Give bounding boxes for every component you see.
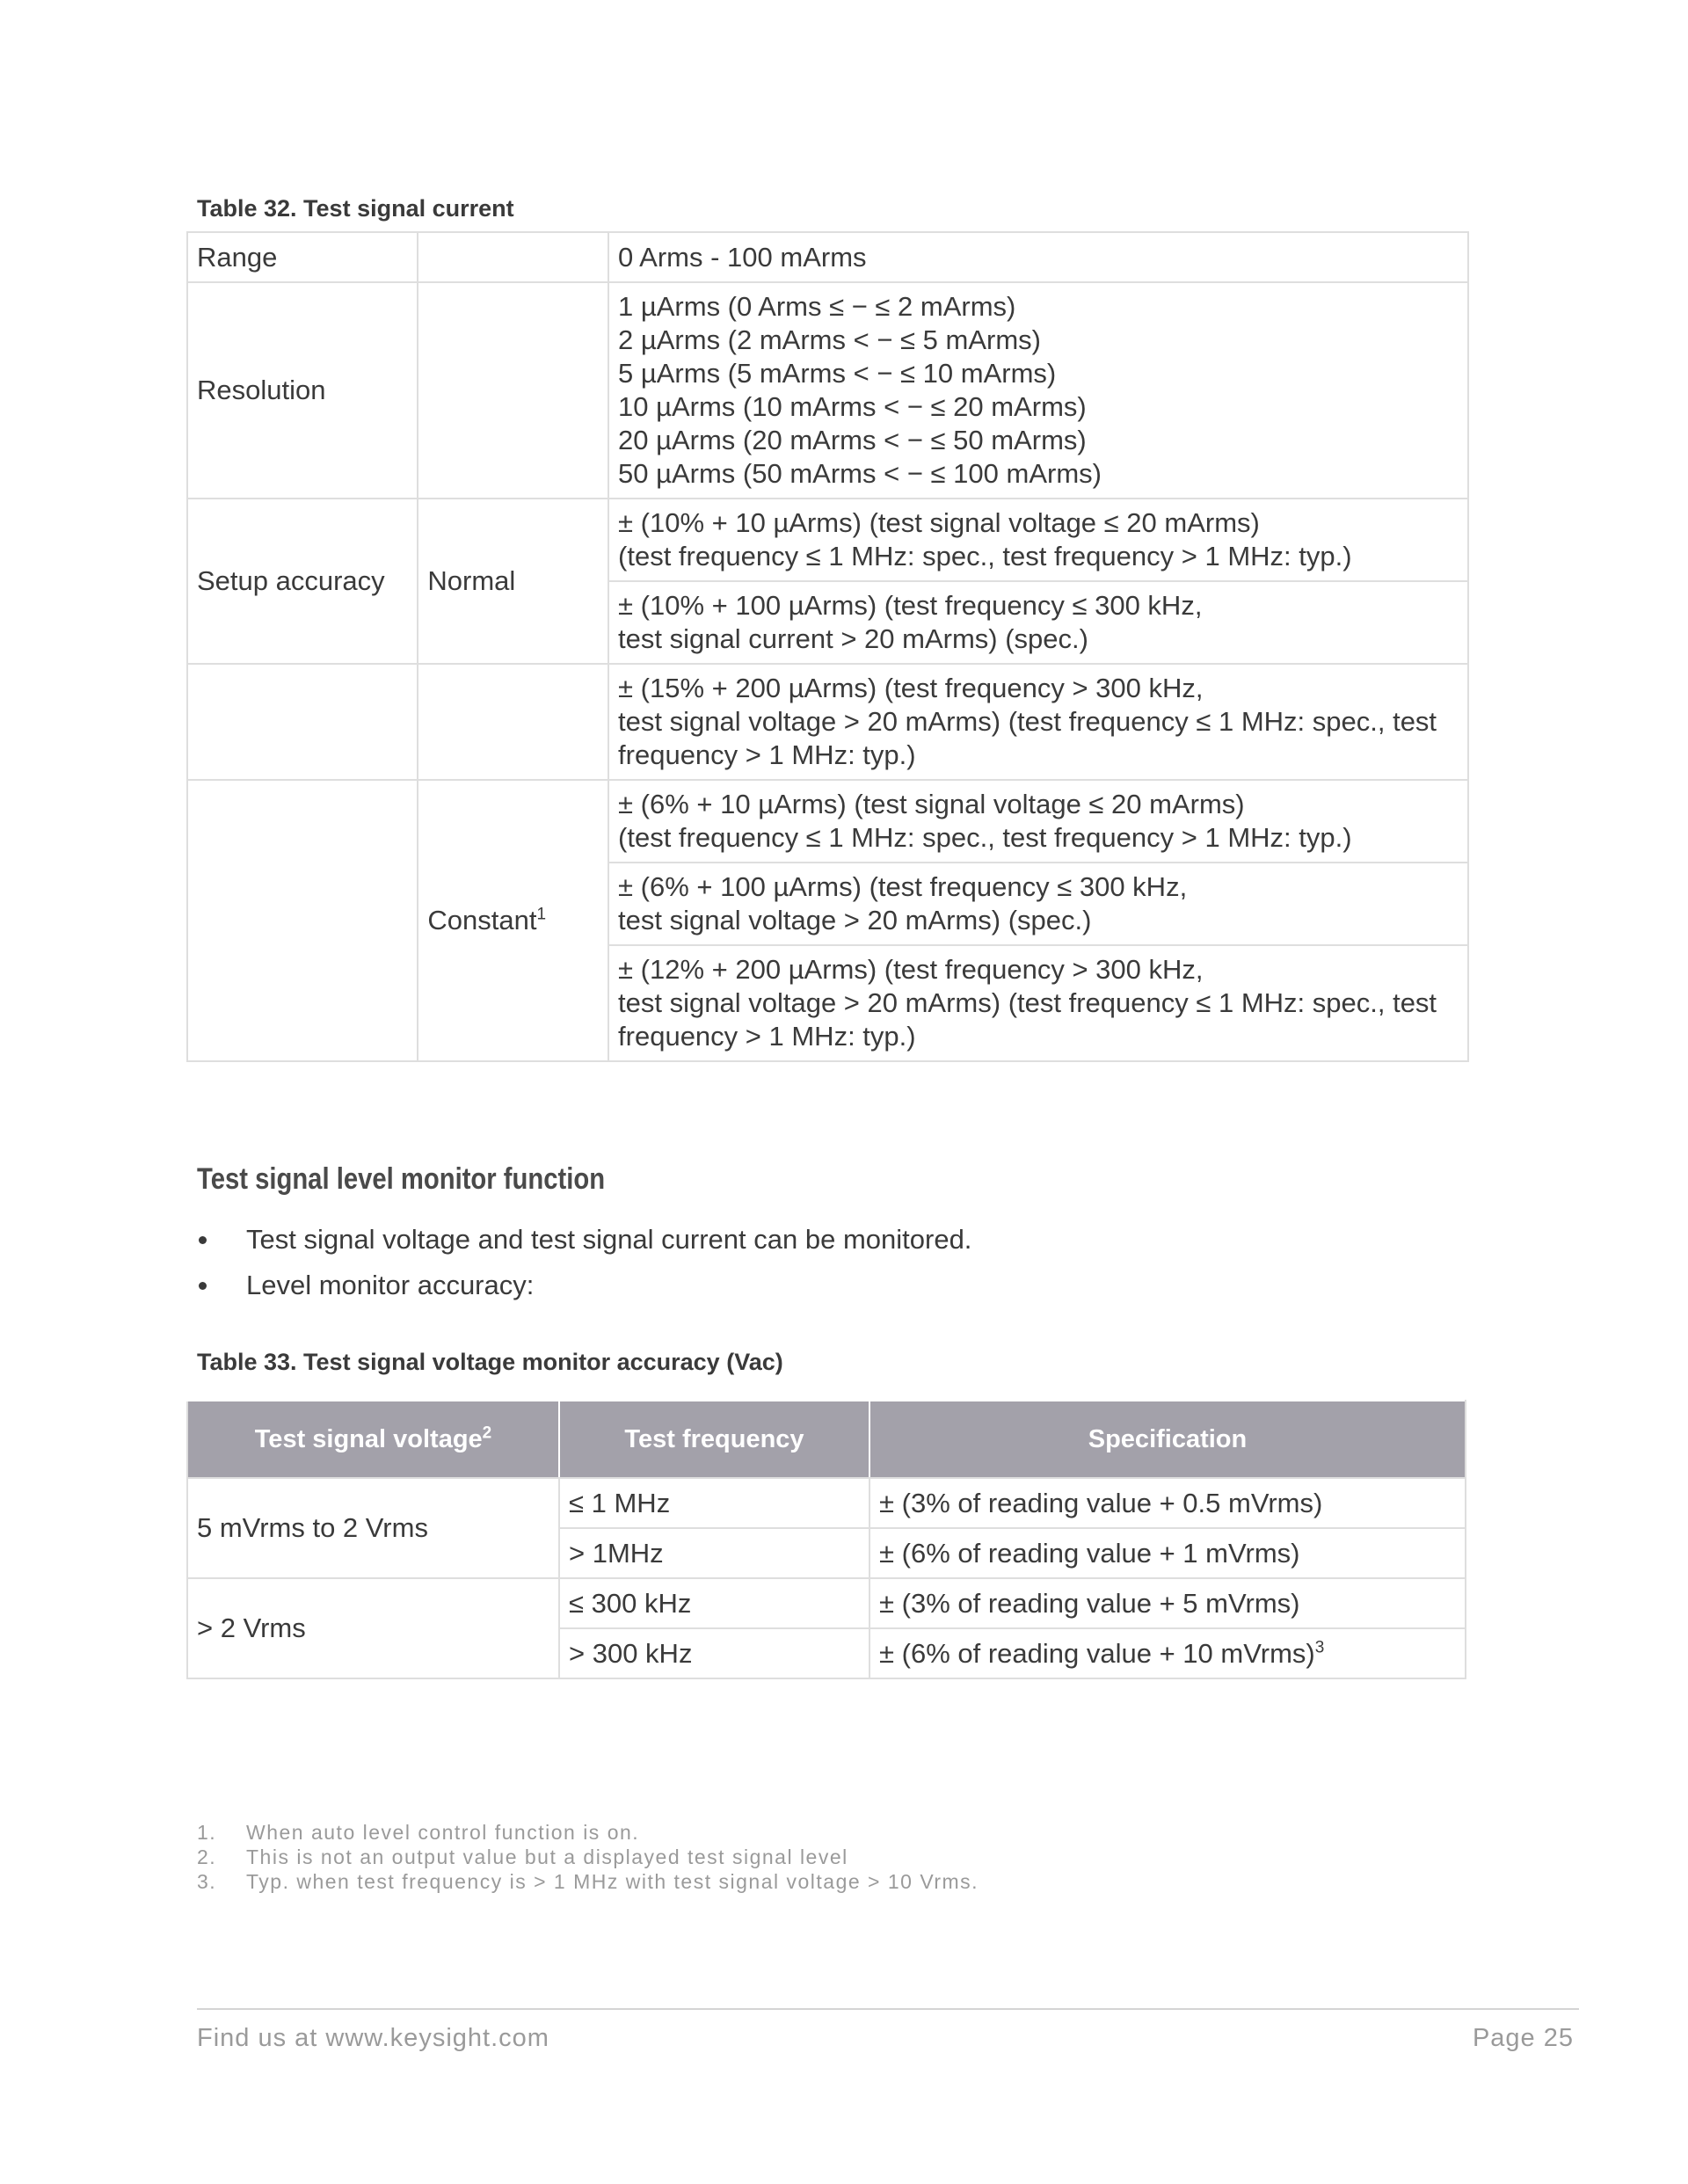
footnote-ref: 1 [536, 905, 547, 924]
footnote [197, 1820, 979, 1845]
table-row [187, 232, 1468, 282]
footnote [197, 1869, 979, 1894]
list-item-text: Level monitor accuracy: [246, 1270, 535, 1300]
normal-accuracy-3 [608, 664, 1468, 780]
accuracy-line: ± (10% + 10 µArms) (test signal voltage ≤ 20 mArms) [618, 507, 1260, 538]
accuracy-line: ± (12% + 200 µArms) (test frequency > 300 kHz, [618, 954, 1204, 985]
column-header-specification: Specification [869, 1401, 1466, 1478]
footnote-text: When auto level control function is on. [246, 1821, 640, 1844]
range-value: 0 Arms - 100 mArms [608, 232, 1468, 282]
accuracy-line: ± (6% + 100 µArms) (test frequency ≤ 300 kHz, [618, 871, 1188, 902]
footnote [197, 1845, 979, 1869]
constant-text: Constant [427, 905, 537, 935]
footnote-text: This is not an output value but a displayed test signal level [246, 1845, 848, 1868]
table-row [187, 1578, 1466, 1628]
table-33-caption: Table 33. Test signal voltage monitor accuracy (Vac) [197, 1349, 783, 1375]
empty-cell [418, 664, 608, 780]
accuracy-line: (test frequency ≤ 1 MHz: spec., test frequency > 1 MHz: typ.) [618, 541, 1352, 571]
normal-accuracy-2 [608, 581, 1468, 664]
specification-cell: ± (3% of reading value + 5 mVrms) [869, 1578, 1466, 1628]
table-32-caption: Table 32. Test signal current [197, 195, 514, 222]
page-number: Page 25 [1472, 2024, 1574, 2052]
empty-cell [187, 780, 418, 1061]
setup-accuracy-label: Setup accuracy [187, 499, 418, 664]
accuracy-line: frequency > 1 MHz: typ.) [618, 1021, 916, 1052]
specification-cell [869, 1628, 1466, 1678]
table-row [187, 1478, 1466, 1528]
accuracy-line: test signal current > 20 mArms) (spec.) [618, 623, 1088, 654]
footer-divider [197, 2008, 1579, 2010]
voltage-cell: 5 mVrms to 2 Vrms [187, 1478, 559, 1578]
constant-label [418, 780, 608, 1061]
constant-accuracy-3 [608, 945, 1468, 1061]
accuracy-line: test signal voltage > 20 mArms) (test frequency ≤ 1 MHz: spec., test [618, 987, 1437, 1018]
list-item [197, 1222, 971, 1268]
resolution-line: 20 µArms (20 mArms < − ≤ 50 mArms) [618, 425, 1087, 455]
resolution-line: 2 µArms (2 mArms < − ≤ 5 mArms) [618, 324, 1042, 355]
resolution-values [608, 282, 1468, 499]
empty-cell [418, 282, 608, 499]
specification-cell: ± (6% of reading value + 1 mVrms) [869, 1528, 1466, 1578]
accuracy-line: test signal voltage > 20 mArms) (spec.) [618, 905, 1092, 935]
frequency-cell: ≤ 300 kHz [559, 1578, 869, 1628]
empty-cell [418, 232, 608, 282]
accuracy-line: ± (6% + 10 µArms) (test signal voltage ≤ 20 mArms) [618, 789, 1245, 819]
section-heading: Test signal level monitor function [197, 1162, 606, 1196]
bullet-icon [199, 1282, 207, 1290]
constant-accuracy-1 [608, 780, 1468, 863]
footnote-number: 1. [197, 1821, 217, 1844]
resolution-line: 5 µArms (5 mArms < − ≤ 10 mArms) [618, 358, 1057, 389]
table-row [187, 664, 1468, 780]
footer-website-text: Find us at www.keysight.com [197, 2024, 549, 2052]
range-label: Range [187, 232, 418, 282]
header-text: Test signal voltage [254, 1425, 483, 1453]
table-row [187, 499, 1468, 581]
resolution-line: 50 µArms (50 mArms < − ≤ 100 mArms) [618, 458, 1102, 489]
bullet-icon [199, 1236, 207, 1244]
column-header-frequency: Test frequency [559, 1401, 869, 1478]
frequency-cell: > 1MHz [559, 1528, 869, 1578]
normal-label: Normal [418, 499, 608, 664]
footnote-text: Typ. when test frequency is > 1 MHz with test signal voltage > 10 Vrms. [246, 1870, 979, 1893]
table-row [187, 780, 1468, 863]
normal-accuracy-1 [608, 499, 1468, 581]
resolution-line: 10 µArms (10 mArms < − ≤ 20 mArms) [618, 391, 1087, 422]
table-row [187, 282, 1468, 499]
empty-cell [187, 664, 418, 780]
table-33-voltage-monitor-accuracy [186, 1400, 1466, 1679]
accuracy-line: ± (10% + 100 µArms) (test frequency ≤ 300 kHz, [618, 590, 1203, 621]
table-32-test-signal-current [186, 231, 1469, 1062]
constant-accuracy-2 [608, 863, 1468, 945]
specification-cell: ± (3% of reading value + 0.5 mVrms) [869, 1478, 1466, 1528]
accuracy-line: test signal voltage > 20 mArms) (test frequency ≤ 1 MHz: spec., test [618, 706, 1437, 737]
voltage-cell: > 2 Vrms [187, 1578, 559, 1678]
bullet-list [197, 1222, 971, 1314]
footnote-number: 2. [197, 1845, 217, 1868]
frequency-cell: ≤ 1 MHz [559, 1478, 869, 1528]
footnotes [197, 1820, 979, 1894]
accuracy-line: (test frequency ≤ 1 MHz: spec., test frequency > 1 MHz: typ.) [618, 822, 1352, 853]
footnote-ref: 3 [1314, 1638, 1325, 1657]
frequency-cell: > 300 kHz [559, 1628, 869, 1678]
footnote-number: 3. [197, 1870, 217, 1893]
column-header-voltage [187, 1401, 559, 1478]
spec-text: ± (6% of reading value + 10 mVrms) [879, 1637, 1315, 1669]
list-item-text: Test signal voltage and test signal current can be monitored. [246, 1224, 972, 1255]
footnote-ref: 2 [482, 1423, 492, 1443]
accuracy-line: ± (15% + 200 µArms) (test frequency > 300 kHz, [618, 673, 1204, 703]
resolution-label: Resolution [187, 282, 418, 499]
list-item [197, 1268, 971, 1314]
table-header-row [187, 1401, 1466, 1478]
resolution-line: 1 µArms (0 Arms ≤ − ≤ 2 mArms) [618, 291, 1016, 322]
accuracy-line: frequency > 1 MHz: typ.) [618, 739, 916, 770]
